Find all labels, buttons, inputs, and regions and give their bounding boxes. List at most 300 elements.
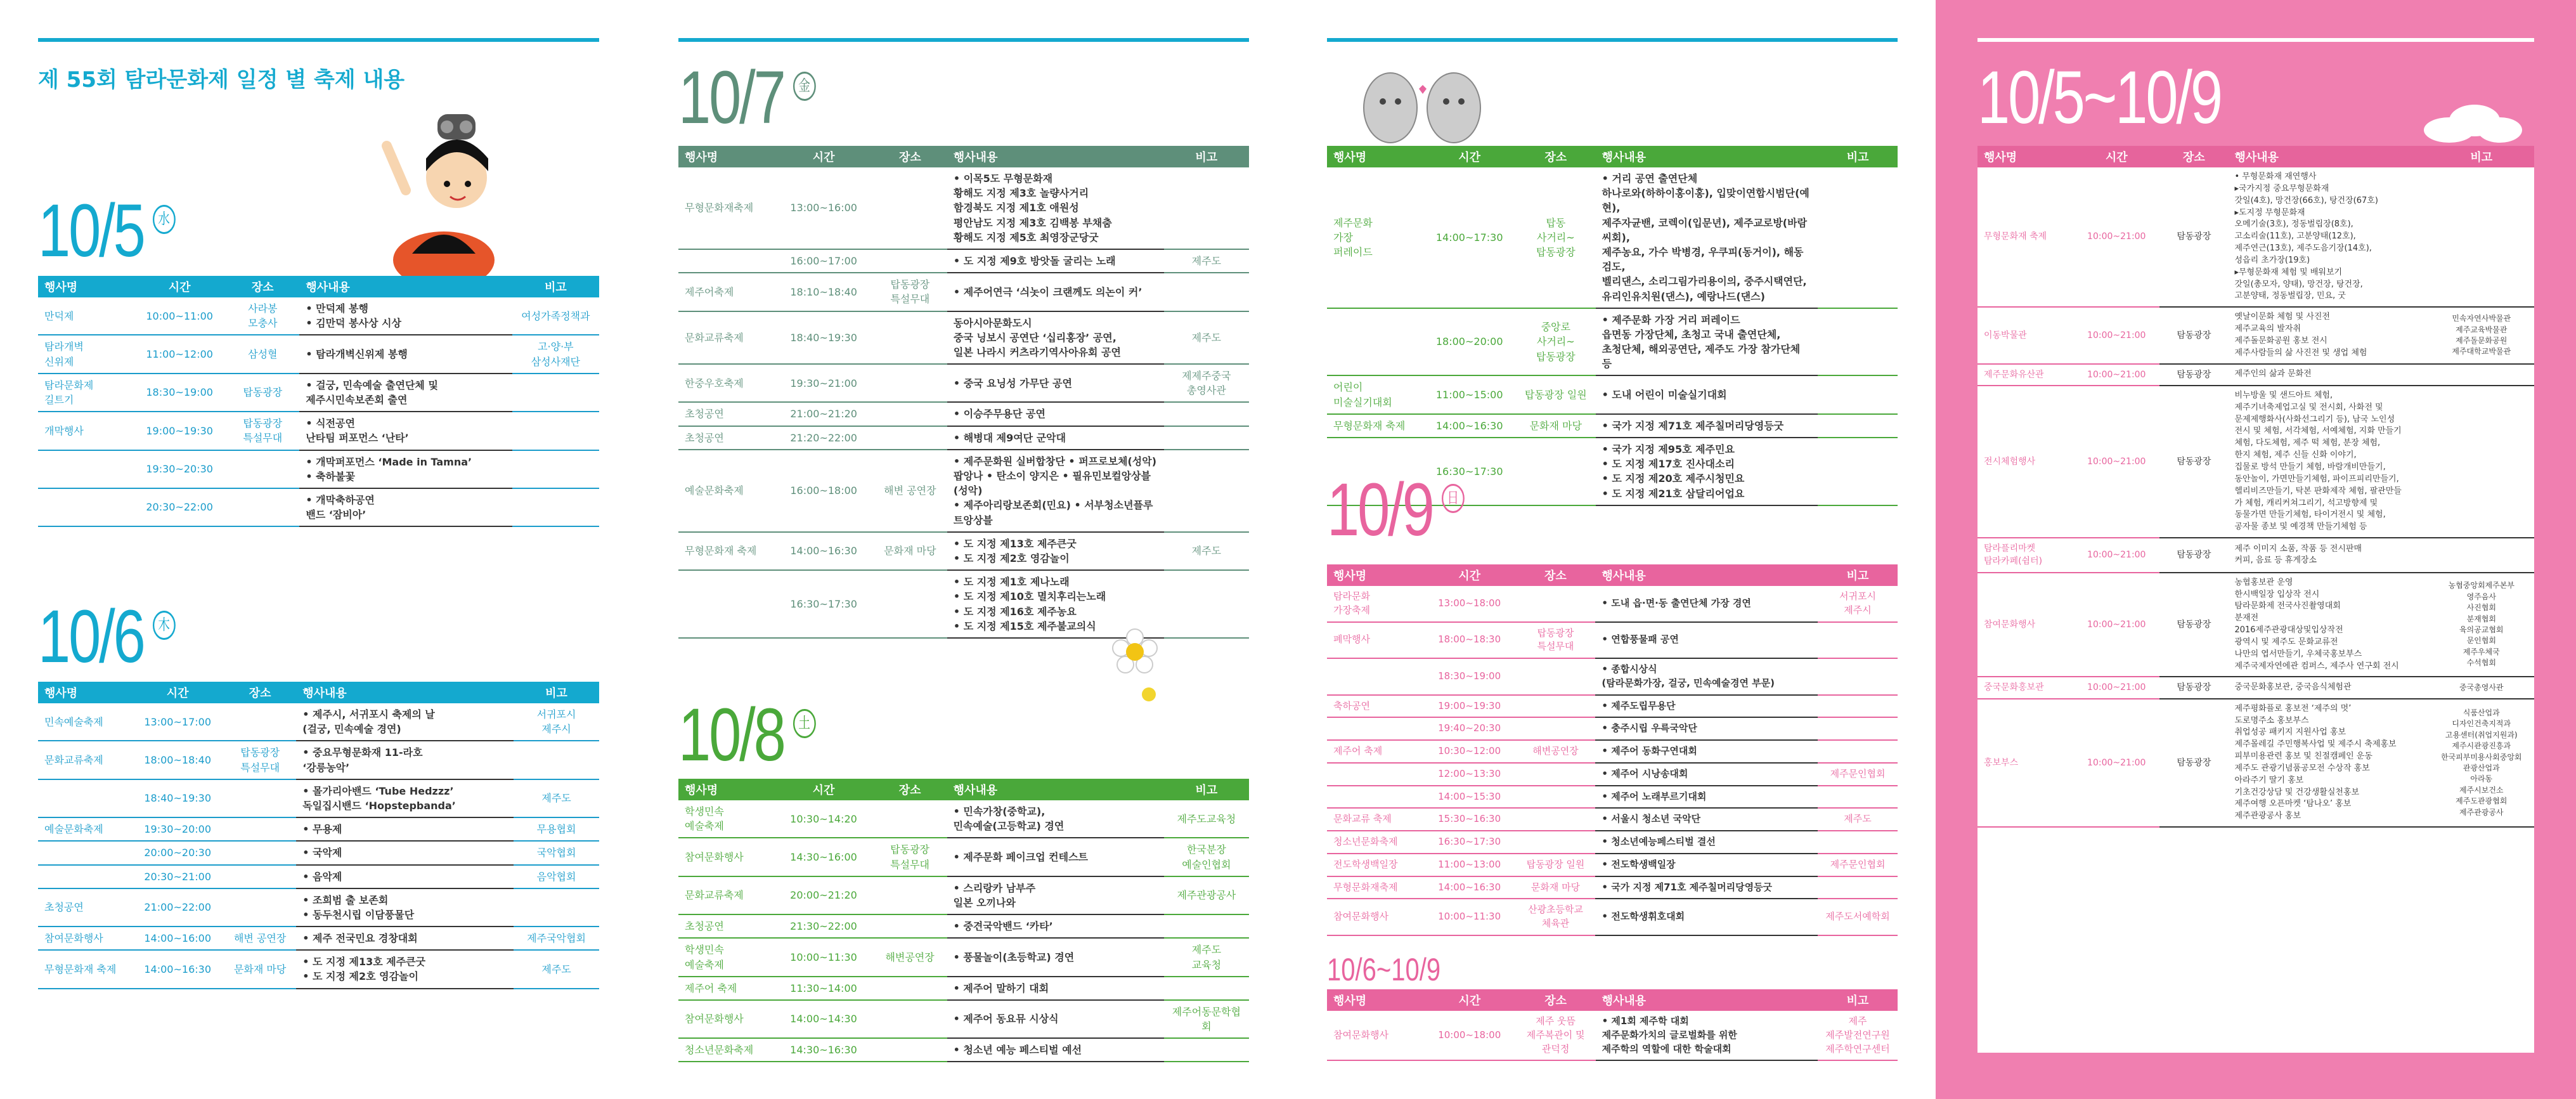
time-cell: 10:00~21:00 [2073,364,2159,386]
time-cell: 14:30~16:00 [774,838,872,876]
weekday-badge: 土 [793,709,816,738]
content-cell: • 몰가리아밴드 ‘Tube Hedzzz’ 독일집시밴드 ‘Hopstepbanda’ [296,779,514,817]
time-cell: 18:40~19:30 [131,779,224,817]
event-name-cell: 참여문화행사 [38,927,131,950]
content-cell: • 국악제 [296,841,514,864]
column-header: 시간 [131,682,224,703]
event-name-cell: 민속예술축제 [38,703,131,741]
column-header: 장소 [873,146,947,167]
event-name-cell: 폐막행사 [1327,622,1423,659]
note-cell [1164,1038,1249,1062]
note-cell [1818,695,1898,718]
table-row [38,841,599,864]
date-label: 10/5 [38,189,144,273]
top-rule [1977,38,2534,42]
event-name-cell: 제주어축제 [678,273,775,311]
content-cell: • 제주어 노래부르기대회 [1595,786,1818,809]
time-cell: 10:00~21:00 [2073,538,2159,573]
venue-cell: 문화재 마당 [1516,876,1596,899]
column-header: 행사내용 [947,146,1164,167]
time-cell: 11:00~15:00 [1423,375,1516,413]
content-cell: • 중요무형문화재 11-라호 ‘강릉농악’ [296,741,514,779]
time-cell: 16:00~18:00 [775,450,873,532]
note-cell: 음악협회 [514,865,599,888]
time-cell: 21:20~22:00 [775,426,873,450]
column-header: 행사명 [1977,146,2073,167]
event-name-cell: 탐라개벽 신위제 [38,335,133,373]
venue-cell: 탐동광장 [2159,167,2228,307]
time-cell: 18:10~18:40 [775,273,873,311]
note-cell: 농협중앙회제주본부 영주음사 사진협회 분재협회 육의공교협회 문인협회 제주우체국 수석협회 [2429,573,2534,677]
note-cell [514,741,599,779]
column-header: 행사명 [38,682,131,703]
column-header: 비고 [1818,564,1898,586]
time-cell: 14:00~15:30 [1423,786,1516,809]
time-cell: 18:00~18:30 [1423,622,1516,659]
table-header-row [38,276,599,297]
flower-illustration [1110,628,1160,710]
table-row [1327,717,1898,740]
time-cell: 19:40~20:30 [1423,717,1516,740]
event-name-cell [1327,308,1423,376]
venue-cell [873,876,947,914]
venue-cell [1516,438,1596,505]
note-cell [1164,402,1249,426]
event-name-cell: 청소년문화축제 [1327,831,1423,854]
column-header: 비고 [1818,989,1898,1011]
note-cell: 식품산업과 디자인건축지적과 고용센터(취업지원과) 제주시관광진흥과 한국피부미용사회중앙회 관광산업과 아라동 제주시보건소 제주도관광협회 제주관광공사 [2429,699,2534,827]
note-cell [1818,622,1898,659]
venue-cell: 탑동광장 일원 [1516,854,1596,876]
note-cell [1818,786,1898,809]
venue-cell: 탑동광장 특설무대 [873,838,947,876]
table-row [678,938,1249,976]
table-row [1327,786,1898,809]
event-name-cell: 탐라플리마켓 탐라카페(쉼터) [1977,538,2073,573]
venue-cell [873,167,947,249]
venue-cell [873,570,947,638]
venue-cell: 해변 공연장 [224,927,296,950]
venue-cell: 탑동광장 일원 [1516,375,1596,413]
event-name-cell: 초청공연 [678,402,775,426]
top-rule [38,38,599,42]
content-cell: • 중견국악밴드 ‘카타’ [947,914,1164,938]
event-name-cell: 만덕제 [38,297,133,335]
column-header: 행사내용 [2228,146,2428,167]
note-cell [1164,273,1249,311]
time-cell: 14:00~16:30 [775,532,873,570]
table-row [678,426,1249,450]
time-cell: 10:00~18:00 [1423,1011,1516,1060]
time-cell: 10:00~21:00 [2073,677,2159,698]
content-cell: • 전도학생휘호대회 [1595,899,1818,935]
table-row [678,402,1249,426]
content-cell: • 제1회 제주학 대회 제주문화가치의 글로벌화를 위한 제주학의 역할에 대한 학술대회 [1596,1011,1818,1060]
table-row [1977,307,2534,363]
time-cell: 19:30~20:30 [133,450,226,488]
date-10-8 [678,693,816,777]
time-cell: 10:00~21:00 [2073,307,2159,363]
haenyeo-character-illustration [368,95,514,279]
column-header: 행사내용 [296,682,514,703]
content-cell: • 풍물놀이(초등학교) 경연 [947,938,1164,976]
note-cell: 제주도 [1164,311,1249,365]
content-cell: • 제주도립무용단 [1595,695,1818,718]
content-cell: • 이목5도 무형문화재 황해도 지정 제3호 놀량사거리 함경북도 지정 제1호 애원성 평안남도 지정 제3호 김백봉 부채춤 황해도 지정 제5호 최영장군당굿 [947,167,1164,249]
table-row [678,838,1249,876]
event-name-cell [678,249,775,273]
content-cell: • 제주시, 서귀포시 축제의 날 (걸궁, 민속예술 경연) [296,703,514,741]
date-label: 10/5~10/9 [1977,56,2221,140]
event-name-cell: 중국문화홍보관 [1977,677,2073,698]
content-cell: • 음악제 [296,865,514,888]
time-cell: 18:00~18:40 [131,741,224,779]
date-label: 10/7 [678,56,784,140]
event-name-cell: 예술문화축제 [678,450,775,532]
time-cell: 19:00~19:30 [1423,695,1516,718]
content-cell: • 청소년예능페스티벌 결선 [1595,831,1818,854]
note-cell [2429,167,2534,307]
table-header-row [1327,146,1898,167]
table-row [678,876,1249,914]
note-cell [1164,977,1249,1000]
table-row [38,412,599,450]
event-name-cell [1327,717,1423,740]
venue-cell [873,977,947,1000]
table-row [1977,167,2534,307]
content-cell: 제주인의 삶과 문화전 [2228,364,2428,386]
venue-cell: 해변공연장 [1516,740,1596,763]
time-cell: 20:00~21:20 [774,876,872,914]
content-cell: • 제주문화 가장 거리 퍼레이드 읍면동 가장단체, 초청고 국내 출연단체, 초청단체, 해외공연단, 제주도 가장 참가단체 등 [1596,308,1818,376]
content-cell: • 만덕제 봉행 • 김만덕 봉사상 시상 [299,297,512,335]
weekday-badge: 金 [793,72,816,101]
event-name-cell: 무형문화재축제 [678,167,775,249]
venue-cell [224,703,296,741]
time-cell: 13:00~18:00 [1423,586,1516,622]
content-cell: 농협홍보관 운영 한시백일장 입상작 전시 탐라문화제 전국사진촬영대회 분재전 2016제주관광대상및입상작전 광역시 및 제주도 문화교류전 나만의 엽서만들기, 우체국홍보부스 제주국제자연에관 컴퍼스, 제주사 연구회 전시 [2228,573,2428,677]
table-row [678,450,1249,532]
table-row [1327,763,1898,786]
note-cell: 제주관광공사 [1164,876,1249,914]
note-cell [512,412,599,450]
note-cell [2429,386,2534,538]
time-cell: 10:00~21:00 [2073,167,2159,307]
panel-10-5-10-9 [1936,0,2576,1099]
event-name-cell: 참여문화행사 [678,1000,774,1038]
table-header-row [38,682,599,703]
table-row [38,741,599,779]
column-header: 장소 [1516,146,1596,167]
note-cell [1818,658,1898,695]
schedule-table-10-7 [678,146,1249,639]
venue-cell: 중앙로 사거리~ 탑동광장 [1516,308,1596,376]
event-name-cell [38,450,133,488]
table-row [1327,831,1898,854]
event-name-cell: 제주어 축제 [1327,740,1423,763]
table-row [38,297,599,335]
venue-cell [1516,695,1596,718]
content-cell: • 청소년 예능 페스티벌 예선 [947,1038,1164,1062]
time-cell: 14:30~16:30 [774,1038,872,1062]
content-cell: • 중국 요닝성 가무단 공연 [947,364,1164,402]
table-row [678,800,1249,838]
table-row [1327,586,1898,622]
table-row [1327,808,1898,831]
date-range-10-5-10-9 [1977,56,2221,140]
content-cell: • 국가 지정 제71호 제주칠머리당영등굿 [1596,414,1818,438]
venue-cell [224,865,296,888]
date-10-7 [678,56,816,140]
event-name-cell [1327,786,1423,809]
event-name-cell: 무형문화재축제 [1327,876,1423,899]
time-cell: 11:00~13:00 [1423,854,1516,876]
content-cell: • 연합풍물패 공연 [1595,622,1818,659]
time-cell: 19:30~21:00 [775,364,873,402]
time-cell: 18:00~20:00 [1423,308,1516,376]
time-cell: 10:00~11:30 [1423,899,1516,935]
time-cell: 13:00~16:00 [775,167,873,249]
table-row [38,374,599,412]
table-row [678,1000,1249,1038]
time-cell: 21:00~21:20 [775,402,873,426]
event-name-cell: 초청공연 [678,914,774,938]
table-row [38,779,599,817]
note-cell: 제주문인협회 [1818,763,1898,786]
time-cell: 16:30~17:30 [1423,831,1516,854]
venue-cell: 탐동광장 [2159,538,2228,573]
content-cell: • 도 지정 제1호 제나노래 • 도 지정 제10호 멸치후리는노래 • 도 지정 제16호 제주농요 • 도 지정 제15호 제주불교의식 [947,570,1164,638]
time-cell: 10:30~12:00 [1423,740,1516,763]
event-name-cell: 문화교류축제 [678,876,774,914]
venue-cell: 탑동광장 [226,374,299,412]
note-cell: 국악협회 [514,841,599,864]
date-10-5 [38,189,176,273]
column-header: 행사명 [678,146,775,167]
note-cell [1164,450,1249,532]
event-name-cell: 무형문화재 축제 [38,950,131,988]
event-name-cell: 제주문화유산관 [1977,364,2073,386]
venue-cell [224,888,296,927]
event-name-cell: 문화교류 축제 [1327,808,1423,831]
content-cell: 동아시아문화도시 중국 닝보시 공연단 ‘십리홍장’ 공연, 일본 나라시 커츠라기역사아유회 공연 [947,311,1164,365]
table-header-row [678,146,1249,167]
note-cell [2429,364,2534,386]
content-cell: • 제주어 동화구연대회 [1595,740,1818,763]
note-cell: 제주도 교육청 [1164,938,1249,976]
event-name-cell: 초청공연 [38,888,131,927]
schedule-table-10-5-10-9 [1977,146,2534,828]
time-cell: 14:00~16:30 [1423,414,1516,438]
table-row [1327,308,1898,376]
column-header: 장소 [1516,989,1596,1011]
note-cell: 제주국악협회 [514,927,599,950]
event-name-cell: 초청공연 [678,426,775,450]
table-row [1977,538,2534,573]
column-header: 장소 [2159,146,2228,167]
note-cell: 제주문인협회 [1818,854,1898,876]
event-name-cell: 무형문화재 축제 [678,532,775,570]
event-name-cell: 참여문화행사 [1327,899,1423,935]
table-row [38,927,599,950]
table-row [1327,375,1898,413]
note-cell: 서귀포시 제주시 [1818,586,1898,622]
column-header: 행사내용 [299,276,512,297]
page-title: 제 55회 탐라문화제 일정 별 축제 내용 [38,67,405,93]
column-header: 행사명 [38,276,133,297]
note-cell [1164,426,1249,450]
event-name-cell: 탐라문화 가장축제 [1327,586,1423,622]
venue-cell [873,1000,947,1038]
event-name-cell: 축하공연 [1327,695,1423,718]
note-cell: 제주도 [1164,532,1249,570]
table-row [1977,386,2534,538]
table-row [678,570,1249,638]
content-cell: • 제주문화 페이크업 컨테스트 [947,838,1164,876]
time-cell: 20:30~21:00 [131,865,224,888]
event-name-cell: 전도학생백일장 [1327,854,1423,876]
content-cell: • 이승주무용단 공연 [947,402,1164,426]
time-cell: 10:00~11:30 [774,938,872,976]
venue-cell: 탐동광장 [2159,573,2228,677]
schedule-table-10-5 [38,276,599,527]
venue-cell [1516,786,1596,809]
schedule-table-10-9 [1327,564,1898,936]
time-cell: 14:00~16:30 [131,950,224,988]
content-cell: • 종합시상식 (탐라문화가장, 걸궁, 민속예술경연 부문) [1595,658,1818,695]
schedule-table-10-6 [38,682,599,989]
table-row [678,311,1249,365]
note-cell: 제주도 [1164,249,1249,273]
time-cell: 10:30~14:20 [774,800,872,838]
column-header: 장소 [226,276,299,297]
table-row [38,335,599,373]
note-cell: 제제주중국 총영사관 [1164,364,1249,402]
column-header: 비고 [2429,146,2534,167]
column-header: 비고 [512,276,599,297]
table-row [38,950,599,988]
time-cell: 19:00~19:30 [133,412,226,450]
time-cell: 15:30~16:30 [1423,808,1516,831]
venue-cell [1516,717,1596,740]
venue-cell [1516,763,1596,786]
content-cell: • 스리랑카 남부주 일본 오끼나와 [947,876,1164,914]
note-cell [512,374,599,412]
table-row [678,1038,1249,1062]
content-cell: 중국문화홍보관, 중국음식체험관 [2228,677,2428,698]
schedule-table-10-8 [678,779,1249,1062]
event-name-cell [38,488,133,526]
weekday-badge: 日 [1442,484,1465,513]
column-header: 시간 [1423,146,1516,167]
event-name-cell: 어린이 미술실기대회 [1327,375,1423,413]
table-row [1327,1011,1898,1060]
table-row [1977,699,2534,827]
event-name-cell [1327,763,1423,786]
note-cell [1818,876,1898,899]
table-header-row [1327,564,1898,586]
venue-cell: 탐동광장 [2159,364,2228,386]
note-cell [2429,538,2534,573]
note-cell: 서귀포시 제주시 [514,703,599,741]
venue-cell [873,1038,947,1062]
venue-cell: 탑동광장 특설무대 [1516,622,1596,659]
column-header: 행사내용 [1596,989,1818,1011]
column-header: 행사내용 [1595,564,1818,586]
venue-cell: 탐동광장 [2159,699,2228,827]
content-cell: • 탐라개벽신위제 봉행 [299,335,512,373]
venue-cell [226,450,299,488]
event-name-cell: 무형문화재 축제 [1977,167,2073,307]
content-cell: • 제주어연극 ‘싀놋이 크랜께도 의논이 커’ [947,273,1164,311]
schedule-table-10-6-10-9 [1327,989,1898,1061]
note-cell [1818,740,1898,763]
event-name-cell [1327,658,1423,695]
schedule-table-10-8-parade [1327,146,1898,506]
content-cell: • 충주시립 우륵국악단 [1595,717,1818,740]
time-cell: 18:30~19:00 [1423,658,1516,695]
column-header: 시간 [133,276,226,297]
time-cell: 10:00~11:00 [133,297,226,335]
event-name-cell: 학생민속 예술축제 [678,800,774,838]
column-header: 시간 [1423,564,1516,586]
column-header: 비고 [1818,146,1898,167]
table-row [1327,854,1898,876]
event-name-cell: 참여문화행사 [1977,573,2073,677]
event-name-cell: 문화교류축제 [678,311,775,365]
venue-cell [873,311,947,365]
dol-hareubang-couple-illustration [1352,63,1492,146]
event-name-cell: 참여문화행사 [678,838,774,876]
time-cell: 12:00~13:30 [1423,763,1516,786]
table-row [38,817,599,841]
content-cell: • 제주어 말하기 대회 [947,977,1164,1000]
table-row [1327,414,1898,438]
event-name-cell: 홍보부스 [1977,699,2073,827]
content-cell: • 개막퍼포먼스 ‘Made in Tamna’ • 축하불꽃 [299,450,512,488]
table-row [1327,740,1898,763]
table-row [1327,622,1898,659]
panel-10-7-10-8 [678,0,1249,1099]
venue-cell [224,841,296,864]
time-cell: 18:40~19:30 [775,311,873,365]
column-header: 행사명 [1327,564,1423,586]
content-cell: • 식전공연 난타팀 퍼포먼스 ‘난타’ [299,412,512,450]
venue-cell [1516,808,1596,831]
table-row [678,273,1249,311]
note-cell: 여성가족정책과 [512,297,599,335]
venue-cell [873,800,947,838]
content-cell: • 개막축하공연 밴드 ‘잠비아’ [299,488,512,526]
event-name-cell: 학생민속 예술축제 [678,938,774,976]
time-cell: 21:00~22:00 [131,888,224,927]
content-cell: 제주평화플로 홍보전 ‘제주의 멋’ 도로명주소 홍보부스 취업성공 패키지 지원사업 홍보 제주몰레길 주민행복사업 및 제주시 축제홍보 피부미용관련 홍보 및 친절캠페인 운동 제주도 관광기념품공모전 수상작 홍보 아라주기 딸기 홍보 기초건강상담 및 건강생활실천홍보 제주여행 오픈마켓 ‘탐나오’ 홍보 제주관광공사 홍보 [2228,699,2428,827]
note-cell [1164,570,1249,638]
content-cell: • 도 지정 제13호 제주큰굿 • 도 지정 제2호 영감놀이 [296,950,514,988]
note-cell: 제주도서예학회 [1818,899,1898,935]
time-cell: 14:00~16:00 [131,927,224,950]
venue-cell: 탑동광장 특설무대 [224,741,296,779]
note-cell [512,488,599,526]
venue-cell: 탐동광장 [2159,307,2228,363]
time-cell: 14:00~17:30 [1423,167,1516,308]
note-cell [1818,308,1898,376]
column-header: 비고 [1164,146,1249,167]
event-name-cell: 참여문화행사 [1327,1011,1423,1060]
table-row [678,977,1249,1000]
content-cell: 제주 이미지 소품, 작품 등 전시판매 커피, 음료 등 휴게장소 [2228,538,2428,573]
column-header: 행사명 [1327,146,1423,167]
